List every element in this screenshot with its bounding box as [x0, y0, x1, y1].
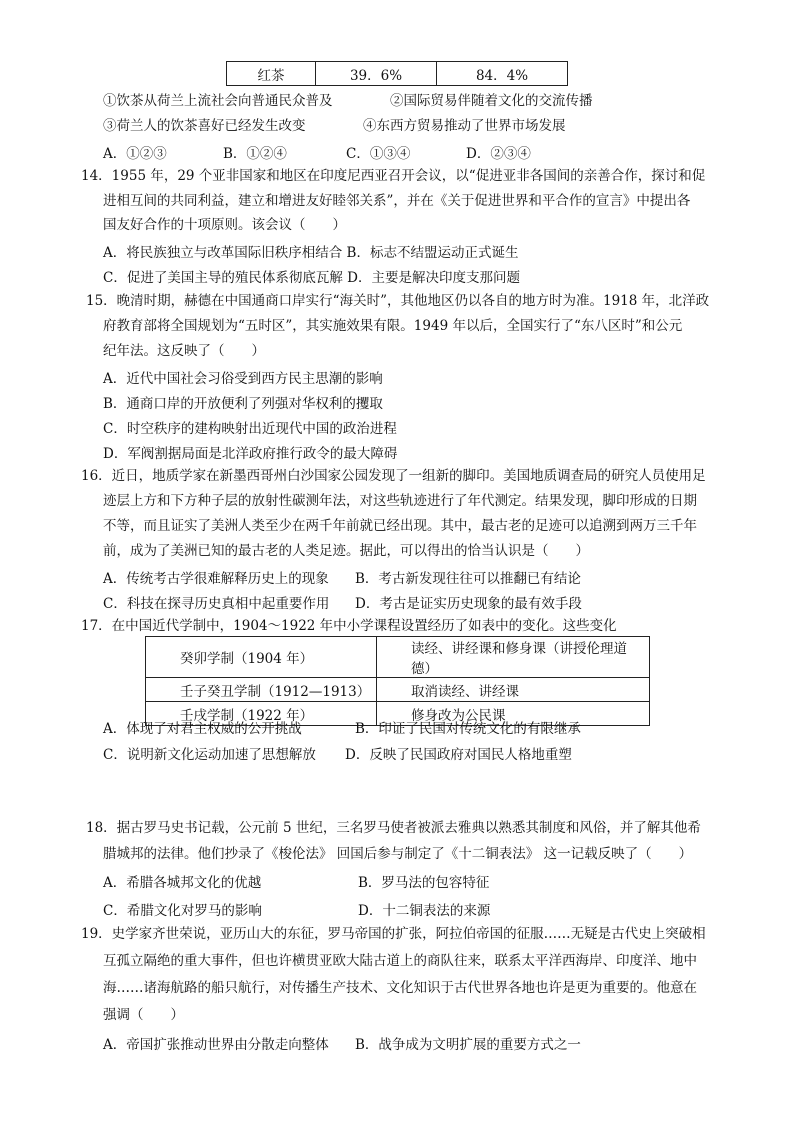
question-14-line: 国友好合作的十项原则。该会议（ ）: [103, 217, 346, 233]
question-15-line: 府教育部将全国规划为“五时区”，其实施效果有限。1949 年以后，全国实行了“东八区时”和公元: [103, 318, 683, 334]
table-row: [146, 637, 650, 678]
question-19-line: 互孤立隔绝的重大事件，但也许横贯亚欧大陆古道上的商队往来，联系太平洋西海岸、印度洋、地中: [103, 953, 697, 969]
statement-2: ②国际贸易伴随着文化的交流传播: [390, 93, 593, 109]
tea-table: [226, 61, 568, 86]
option-b: B．①②④: [223, 146, 287, 162]
question-16-line: 迹层上方和下方种子层的放射性碳测年法，对这些轨迹进行了年代测定。结果发现，脚印形成的日期: [103, 493, 697, 509]
statement-1: ①饮茶从荷兰上流社会向普通民众普及: [103, 93, 333, 109]
table-cell: 取消读经、讲经课: [377, 678, 650, 702]
question-16-line: 16．近日，地质学家在新墨西哥州白沙国家公园发现了一组新的脚印。美国地质调查局的研究人员使用足: [81, 468, 706, 484]
table-cell: 壬子癸丑学制（1912—1913）: [146, 678, 377, 702]
option-d: D．考古是证实历史现象的最有效手段: [355, 596, 582, 612]
question-19-line: 19．史学家齐世荣说，亚历山大的东征，罗马帝国的扩张，阿拉伯帝国的征服……无疑是古代史上突破相: [81, 926, 706, 942]
question-19-line: 强调（ ）: [103, 1007, 184, 1023]
table-cell: 84．4%: [437, 62, 568, 86]
question-16-line: 前，成为了美洲已知的最古老的人类足迹。据此，可以得出的恰当认识是（ ）: [103, 543, 589, 559]
table-cell: 红茶: [227, 62, 316, 86]
question-14-line: 进相互间的共同利益，建立和增进友好睦邻关系”，并在《关于促进世界和平合作的宣言》中提出各: [103, 193, 691, 209]
question-16-line: 不等，而且证实了美洲人类至少在两千年前就已经出现。其中，最古老的足迹可以追溯到两万三千年: [103, 518, 697, 534]
option-a: A．①②③: [103, 146, 167, 162]
question-18-line: 18．据古罗马史书记载，公元前 5 世纪，三名罗马使者被派去雅典以熟悉其制度和风俗，并了解其他希: [86, 820, 701, 836]
option-b: B．考古新发现往往可以推翻已有结论: [355, 571, 581, 587]
option-a: A．传统考古学很难解释历史上的现象: [103, 571, 329, 587]
question-18-line: 腊城邦的法律。他们抄录了《梭伦法》 回国后参与制定了《十二铜表法》 这一记载反映了（ ）: [103, 846, 693, 862]
question-19-line: 海……诸海航路的船只航行，对传播生产技术、文化知识于古代世界各地也许是更为重要的。他意在: [103, 980, 697, 996]
option-a: A．将民族独立与改革国际旧秩序相结合 B．标志不结盟运动正式诞生: [103, 245, 519, 261]
option-b: B．战争成为文明扩展的重要方式之一: [355, 1037, 581, 1053]
option-c: C．时空秩序的建构映射出近现代中国的政治进程: [103, 421, 397, 437]
table-cell: 壬戌学制（1922 年）: [146, 702, 377, 726]
option-d: D．②③④: [466, 146, 531, 162]
option-a: A．近代中国社会习俗受到西方民主思潮的影响: [103, 371, 383, 387]
question-17-line: 17．在中国近代学制中，1904～1922 年中小学课程设置经历了如表中的变化。这些变化: [81, 618, 617, 634]
option-d: D．军阀割据局面是北洋政府推行政令的最大障碍: [103, 446, 398, 462]
option-c: C．希腊文化对罗马的影响: [103, 903, 262, 919]
option-d: D．十二铜表法的来源: [358, 903, 491, 919]
statement-3: ③荷兰人的饮茶喜好已经发生改变: [103, 118, 306, 134]
option-c: C．科技在探寻历史真相中起重要作用: [103, 596, 330, 612]
question-15-line: 15．晚清时期，赫德在中国通商口岸实行“海关时”，其他地区仍以各自的地方时为准。1918 年，北洋政: [86, 293, 710, 309]
table-row: [227, 62, 568, 86]
table-cell: 39．6%: [316, 62, 437, 86]
option-a: A．希腊各城邦文化的优越: [103, 875, 262, 891]
question-15-line: 纪年法。这反映了（ ）: [103, 343, 265, 359]
option-c: C．促进了美国主导的殖民体系彻底瓦解 D．主要是解决印度支那问题: [103, 270, 520, 286]
option-a: A．体现了对君主权威的公开挑战: [103, 721, 302, 737]
option-b: B．罗马法的包容特征: [358, 875, 490, 891]
table-cell: 癸卯学制（1904 年）: [146, 637, 377, 678]
option-b: B．印证了民国对传统文化的有限继承: [355, 721, 581, 737]
table-row: [146, 678, 650, 702]
option-a: A．帝国扩张推动世界由分散走向整体: [103, 1037, 329, 1053]
statement-4: ④东西方贸易推动了世界市场发展: [363, 118, 566, 134]
option-c: C．①③④: [346, 146, 411, 162]
option-d: D．反映了民国政府对国民人格地重塑: [345, 747, 572, 763]
curriculum-table: [145, 636, 650, 726]
table-cell: 读经、讲经课和修身课（讲授伦理道德）: [377, 637, 650, 678]
table-cell: 修身改为公民课: [377, 702, 650, 726]
option-c: C．说明新文化运动加速了思想解放: [103, 747, 316, 763]
question-14-line: 14．1955 年，29 个亚非国家和地区在印度尼西亚召开会议，以“促进亚非各国间的亲善合作，探讨和促: [81, 168, 706, 184]
option-b: B．通商口岸的开放便利了列强对华权利的攫取: [103, 396, 383, 412]
